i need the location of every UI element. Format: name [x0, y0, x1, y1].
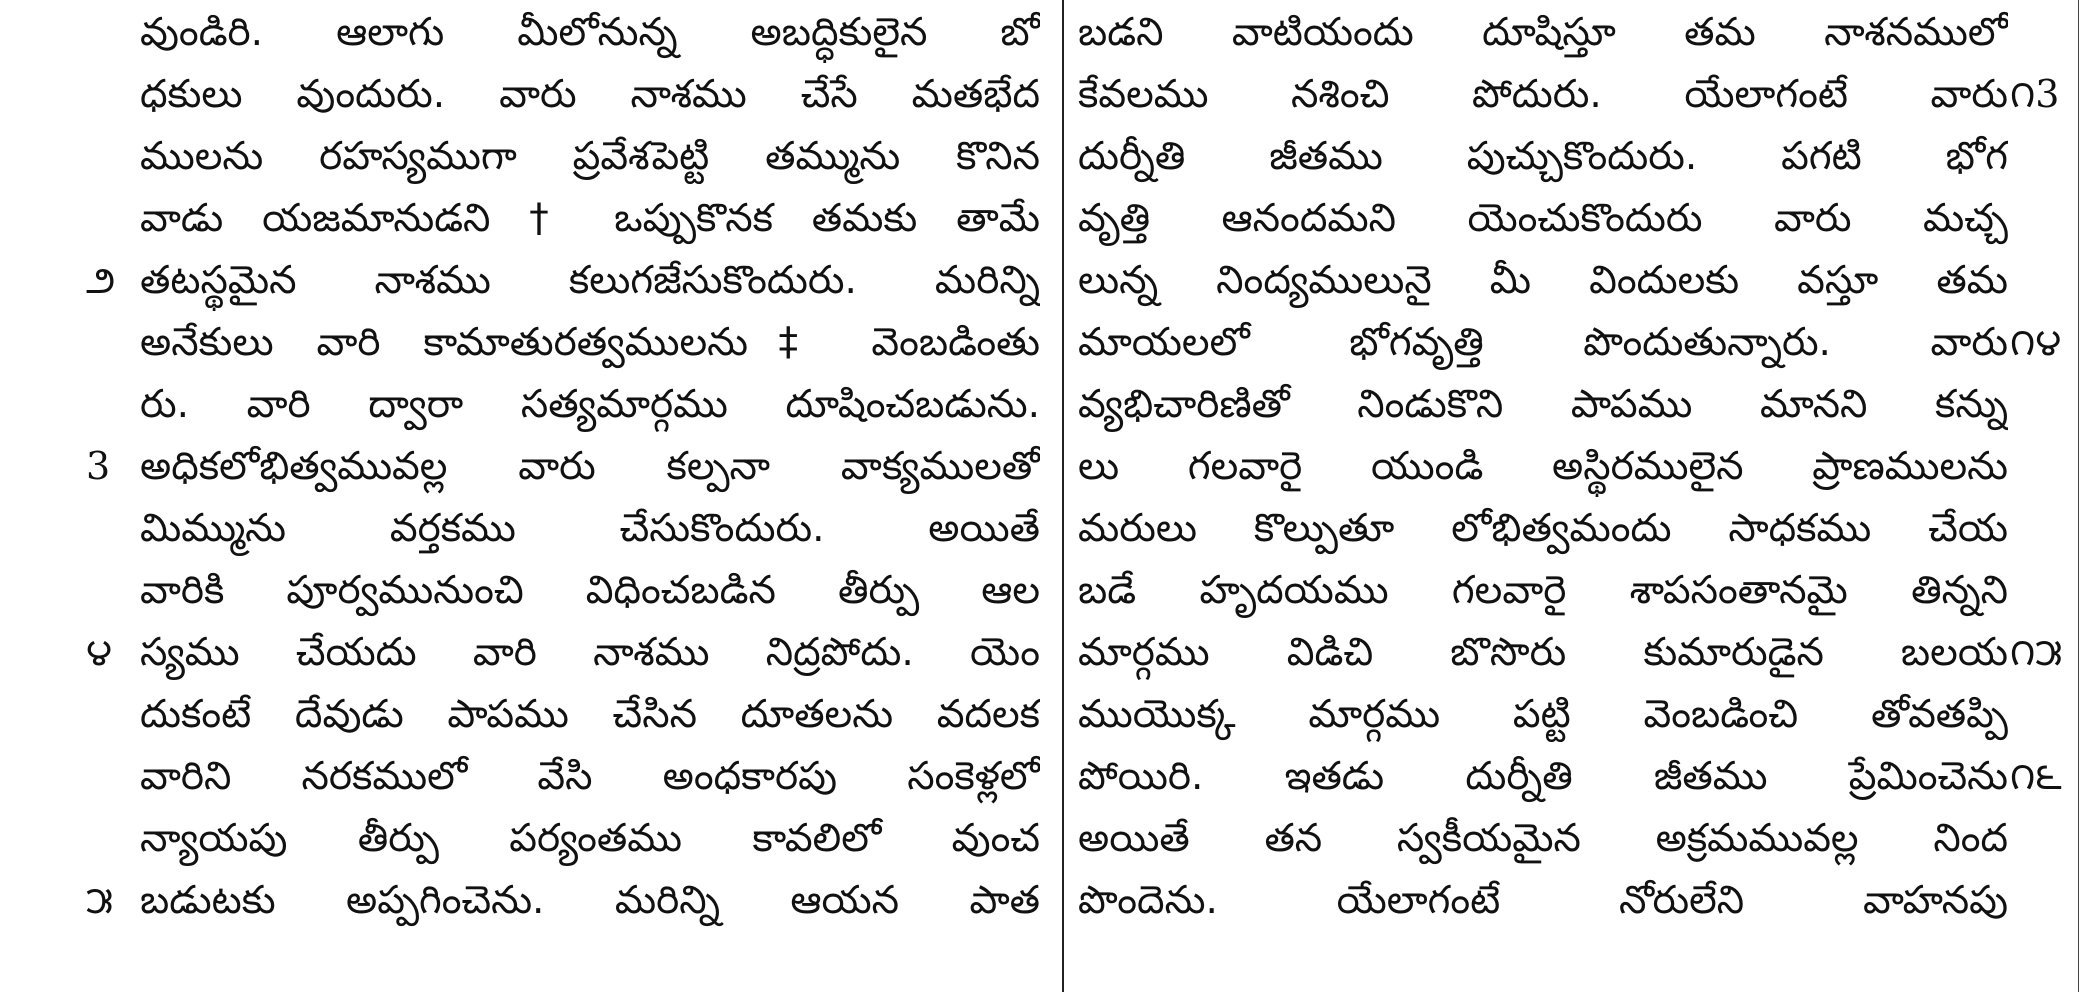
text-line: వ్యభిచారిణితో నిండుకొని పాపము మానని కన్ను: [1078, 382, 2008, 427]
text-line: మిమ్మును వర్తకము చేసుకొందురు. అయితే: [140, 506, 1040, 551]
verse-number: 3: [86, 444, 111, 488]
text-line: అయితే తన స్వకీయమైన అక్రమమువల్ల నింద: [1078, 816, 2008, 861]
text-line: మాయలలో భోగవృత్తి పొందుతున్నారు. వారు: [1078, 320, 2008, 365]
text-line: ధకులు వుందురు. వారు నాశము చేసే మతభేద: [140, 72, 1040, 117]
text-line: తటస్థమైన నాశము కలుగజేసుకొందురు. మరిన్ని: [140, 258, 1040, 303]
text-line: బడని వాటియందు దూషిస్తూ తమ నాశనములో: [1078, 10, 2008, 55]
verse-number: ౫: [86, 878, 114, 922]
text-line: న్యాయపు తీర్పు పర్యంతము కావలిలో వుంచ: [140, 816, 1040, 861]
text-line: ములను రహస్యముగా ప్రవేశపెట్టి తమ్మును కొనిన: [140, 134, 1040, 179]
left-text-column: [140, 0, 1040, 992]
verse-number: ౧3: [2010, 72, 2060, 116]
text-line: లు గలవారై యుండి అస్థిరములైన ప్రాణములను: [1078, 444, 2008, 489]
text-line: వుండిరి. ఆలాగు మీలోనున్న అబద్ధికులైన బో: [140, 10, 1040, 55]
text-line: వారిని నరకములో వేసి అంధకారపు సంకెళ్లలో: [140, 754, 1040, 799]
text-line: వారికి పూర్వమునుంచి విధించబడిన తీర్పు ఆల: [140, 568, 1040, 613]
verse-number: ౧౪: [2010, 320, 2062, 364]
verse-number: ౧౬: [2010, 754, 2062, 798]
right-page-border: [2078, 0, 2079, 992]
right-text-column: [1078, 0, 2008, 992]
text-line: వాడు యజమానుడని † ఒప్పుకొనక తమకు తామే: [140, 196, 1040, 241]
text-line: పోయిరి. ఇతడు దుర్నీతి జీతము ప్రేమించెను: [1078, 754, 2008, 799]
text-line: దుర్నీతి జీతము పుచ్చుకొందురు. పగటి భోగ: [1078, 134, 2008, 179]
text-line: లున్న నింద్యములునై మీ విందులకు వస్తూ తమ: [1078, 258, 2008, 303]
text-line: అధికలోభిత్వమువల్ల వారు కల్పనా వాక్యములతో: [140, 444, 1040, 489]
column-divider: [1062, 0, 1064, 992]
text-line: మార్గము విడిచి బొసొరు కుమారుడైన బలయ: [1078, 630, 2008, 675]
verse-number: ౧౫: [2010, 630, 2063, 674]
text-line: స్యము చేయదు వారి నాశము నిద్రపోదు. యెం: [140, 630, 1040, 675]
text-line: బడే హృదయము గలవారై శాపసంతానమై తిన్నని: [1078, 568, 2008, 613]
verse-number: ౨: [86, 258, 116, 302]
verse-number: ౪: [86, 630, 113, 674]
text-line: కేవలము నశించి పోదురు. యేలాగంటే వారు: [1078, 72, 2008, 117]
text-line: ముయొక్క మార్గము పట్టి వెంబడించి తోవతప్పి: [1078, 692, 2008, 737]
text-line: వృత్తి ఆనందమని యెంచుకొందురు వారు మచ్చ: [1078, 196, 2008, 241]
text-line: మరులు కొల్పుతూ లోభిత్వమందు సాధకము చేయ: [1078, 506, 2008, 551]
text-line: అనేకులు వారి కామాతురత్వములను‡ వెంబడింతు: [140, 320, 1040, 365]
text-line: బడుటకు అప్పగించెను. మరిన్ని ఆయన పాత: [140, 878, 1040, 923]
text-line: పొందెను. యేలాగంటే నోరులేని వాహనపు: [1078, 878, 2008, 923]
text-line: రు. వారి ద్వారా సత్యమార్గము దూషించబడును.: [140, 382, 1040, 427]
text-line: దుకంటే దేవుడు పాపము చేసిన దూతలను వదలక: [140, 692, 1040, 737]
